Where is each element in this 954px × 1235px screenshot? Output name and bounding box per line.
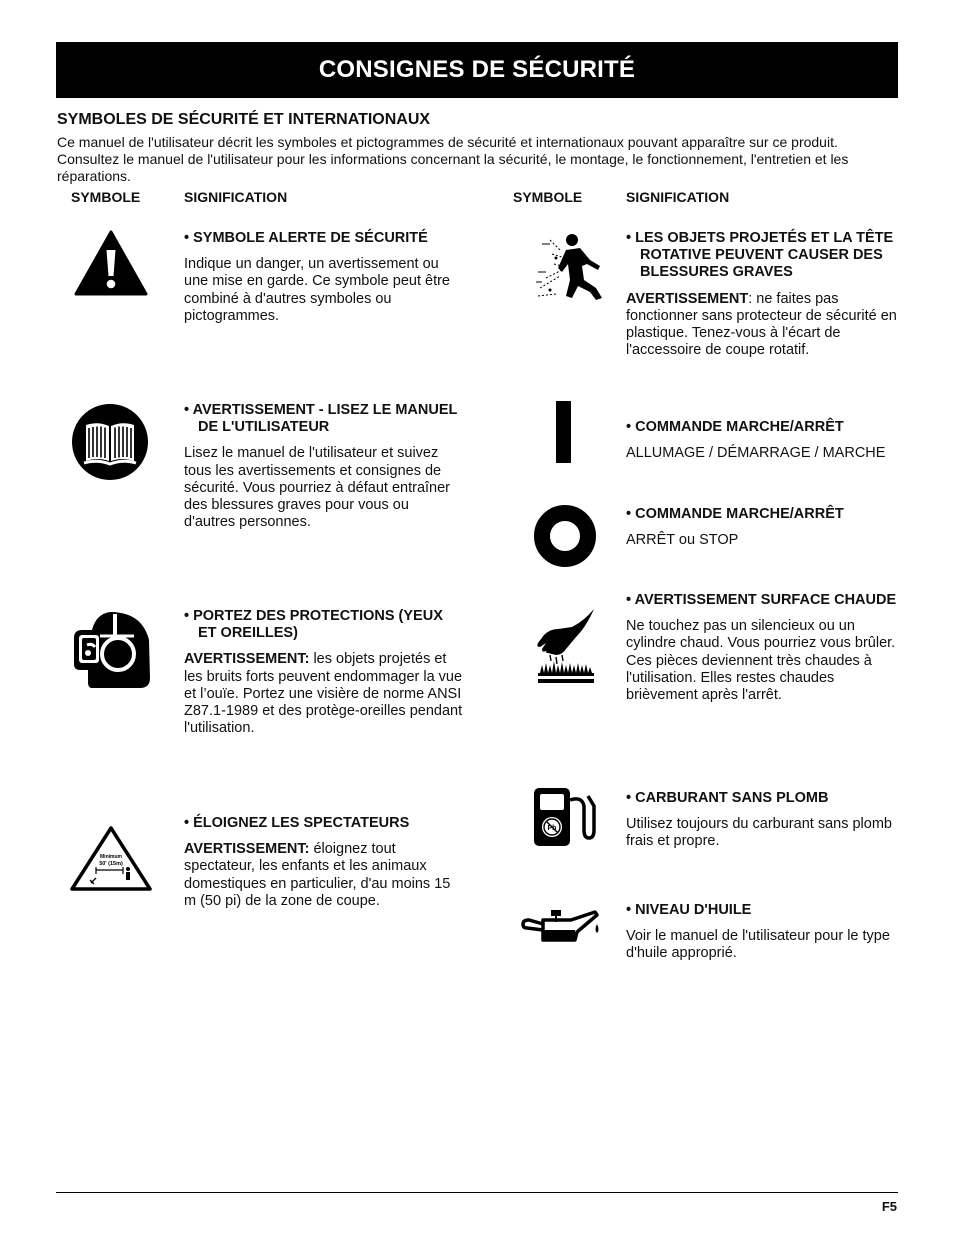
item-description [184,841,464,910]
on-switch-icon [554,401,574,463]
item-title: • COMMANDE MARCHE/ARRÊT [626,506,906,523]
item-description [626,291,906,360]
item-title: • ÉLOIGNEZ LES SPECTATEURS [184,815,464,832]
warning-text: les objets projetés et les bruits forts peuvent endommager la vue et l’ouïe. Portez une visière de norme ANSI Z87.1-1989 et des protège-oreilles pendant l'utilisation. [184,651,463,737]
item-title: • LES OBJETS PROJETÉS ET LA TÊTE ROTATIVE PEUVENT CAUSER DES BLESSURES GRAVES [626,230,906,282]
item-title: • AVERTISSEMENT SURFACE CHAUDE [626,592,906,609]
fuel-symbol: Pb [547,825,557,832]
thrown-objects-icon [532,232,606,304]
footer-rule [56,1192,898,1193]
warning-label: AVERTISSEMENT: [184,651,310,668]
on-switch-item [626,419,906,462]
column-header-meaning-right: SIGNIFICATION [626,189,730,205]
icon-text-distance: 50' (15m) [99,861,123,867]
item-description: Lisez le manuel de l'utilisateur et suivez tous les avertissements et consignes de sécurité. Vous pourriez à défaut entraîner des blessures graves pour vous ou d'autres personnes. [184,445,450,531]
bystander-distance-icon [70,826,152,891]
item-title: • COMMANDE MARCHE/ARRÊT [626,419,906,436]
bystanders-item [184,815,464,910]
intro-paragraph: Ce manuel de l'utilisateur décrit les symboles et pictogrammes de sécurité et internationaux pouvant apparaître sur ce produit. Consultez le manuel de l'utilisateur pour les informations concernant la sécurité, le montage, le fonctionnement, l'entretien et les réparations. [57,134,849,184]
page-title: CONSIGNES DE SÉCURITÉ [56,42,898,98]
item-description: Ne touchez pas un silencieux ou un cylindre chaud. Vous pourriez vous brûler. Ces pièces deviennent très chaudes à l'utilisation. Elles restes chaudes brièvement après l'arrêt. [626,618,896,704]
manual-book-icon [71,403,149,481]
warning-text: : ne faites pas fonctionner sans protecteur de sécurité en plastique. Tenez-vous à l'écart de l'accessoire de coupe rotatif. [626,290,897,359]
off-switch-item [626,506,906,549]
fuel-pump-icon [532,786,596,848]
item-description: Voir le manuel de l'utilisateur pour le type d'huile approprié. [626,928,890,962]
off-switch-icon [533,504,597,568]
hot-surface-item [626,592,906,704]
warning-label: AVERTISSEMENT: [184,841,310,858]
protection-item [184,608,464,737]
item-title: • CARBURANT SANS PLOMB [626,790,906,807]
item-description: ALLUMAGE / DÉMARRAGE / MARCHE [626,445,886,462]
item-description: Indique un danger, un avertissement ou une mise en garde. Ce symbole peut être combiné à d'autres symboles ou pictogrammes. [184,256,450,324]
item-title: • PORTEZ DES PROTECTIONS (YEUX ET OREILLES) [184,608,464,642]
warning-text: éloignez tout spectateur, les enfants et les animaux domestiques en particulier, d'au moins 15 m (50 pi) de la zone de coupe. [184,841,451,909]
read-manual-item [184,402,464,531]
icon-text-minimum: Minimum [100,854,122,860]
item-description: Utilisez toujours du carburant sans plomb frais et propre. [626,816,892,850]
fuel-item [626,790,906,851]
item-title: • SYMBOLE ALERTE DE SÉCURITÉ [184,230,464,247]
thrown-objects-item [626,230,906,359]
hot-surface-icon [536,607,596,687]
column-header-symbol: SYMBOLE [71,189,141,205]
warning-triangle-icon [74,230,148,296]
column-header-meaning: SIGNIFICATION [184,189,288,205]
oil-can-icon [521,908,603,944]
item-title: • NIVEAU D'HUILE [626,902,906,919]
column-header-symbol-right: SYMBOLE [513,189,583,205]
page-number: F5 [881,1199,897,1214]
eye-ear-protection-icon [70,610,152,690]
item-title: • AVERTISSEMENT - LISEZ LE MANUEL DE L'UTILISATEUR [184,402,464,436]
oil-item [626,902,906,963]
safety-alert-item [184,230,464,325]
warning-label: AVERTISSEMENT [626,290,749,307]
section-title: SYMBOLES DE SÉCURITÉ ET INTERNATIONAUX [57,111,431,128]
item-description: ARRÊT ou STOP [626,532,739,549]
item-description [184,651,464,737]
